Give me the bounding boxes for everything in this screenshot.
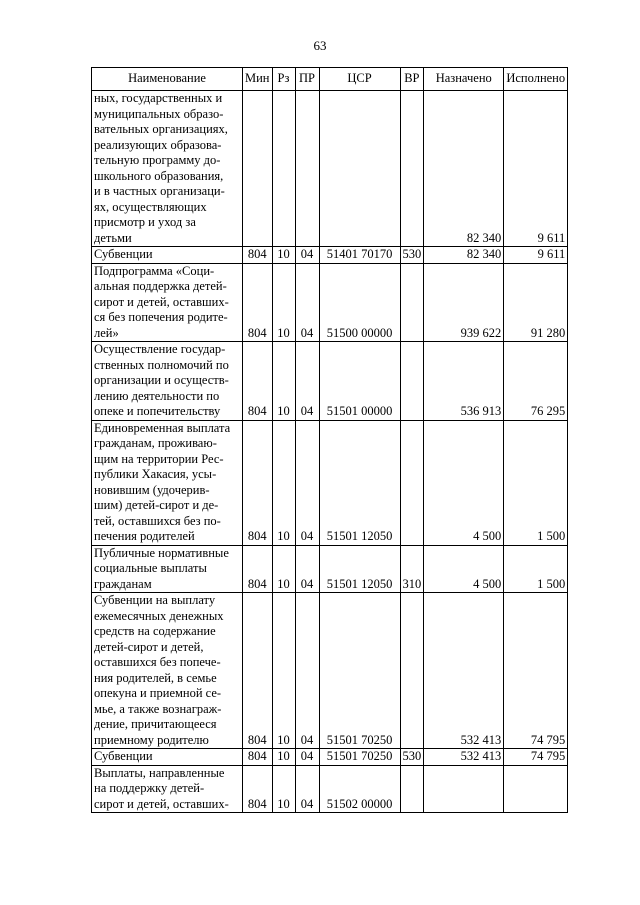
table-row (92, 247, 568, 264)
name-line: вательных организациях, (94, 122, 228, 136)
cell-rz: 10 (272, 749, 295, 766)
header-csr: ЦСР (319, 68, 400, 91)
cell-name (92, 545, 243, 593)
name-line: присмотр и уход за (94, 215, 196, 229)
cell-rz: 10 (272, 247, 295, 264)
name-line: детьми (94, 230, 132, 245)
table-body (92, 91, 568, 813)
header-nazn: Назначено (424, 68, 504, 91)
cell-nazn: 939 622 (424, 263, 504, 342)
name-line: муниципальных образо- (94, 106, 224, 121)
cell-min: 804 (243, 420, 273, 545)
cell-nazn: 82 340 (424, 247, 504, 264)
name-line: публики Хакасия, усы- (94, 467, 217, 481)
name-line: печения родителей (94, 529, 195, 543)
cell-min: 804 (243, 749, 273, 766)
cell-pr: 04 (295, 420, 319, 545)
name-line: и в частных организаци- (94, 184, 225, 198)
page-number: 63 (313, 38, 327, 53)
name-line: Субвенции на выплату (94, 593, 216, 607)
header-row (92, 68, 568, 91)
name-line: альная поддержка детей- (94, 279, 227, 293)
cell-csr: 51501 12050 (319, 420, 400, 545)
name-line: сирот и детей, оставших- (94, 796, 229, 811)
name-line: средств на содержание (94, 624, 216, 638)
cell-isp: 9 611 (504, 91, 568, 247)
cell-csr: 51501 70250 (319, 749, 400, 766)
cell-name (92, 263, 243, 342)
cell-isp: 1 500 (504, 420, 568, 545)
cell-vr: 530 (400, 247, 424, 264)
name-line: шим) детей-сирот и де- (94, 498, 219, 512)
cell-nazn: 82 340 (424, 91, 504, 247)
cell-isp (504, 765, 568, 813)
name-line: лению деятельности по (94, 388, 220, 403)
cell-isp: 9 611 (504, 247, 568, 264)
name-line: приемному родителю (94, 732, 209, 747)
cell-name (92, 91, 243, 247)
cell-rz: 10 (272, 342, 295, 421)
name-line: Единовременная выплата (94, 420, 231, 435)
name-line: Публичные нормативные (94, 545, 229, 560)
cell-min: 804 (243, 342, 273, 421)
table-row (92, 263, 568, 342)
name-line: оставшихся без попече- (94, 655, 221, 669)
name-line: ственных полномочий по (94, 357, 229, 372)
cell-vr (400, 342, 424, 421)
header-isp: Исполнено (504, 68, 568, 91)
cell-min: 804 (243, 593, 273, 749)
cell-isp: 1 500 (504, 545, 568, 593)
name-line: ния родителей, в семье (94, 670, 217, 685)
name-line: Выплаты, направленные (94, 765, 225, 780)
name-line: дение, причитающееся (94, 717, 217, 731)
header-rz: Рз (272, 68, 295, 91)
name-line: лей» (94, 325, 119, 340)
cell-rz: 10 (272, 263, 295, 342)
cell-rz: 10 (272, 545, 295, 593)
name-line: реализующих образова- (94, 137, 222, 152)
name-line: мье, а также вознаграж- (94, 701, 222, 716)
cell-csr: 51501 00000 (319, 342, 400, 421)
cell-name (92, 420, 243, 545)
cell-isp: 74 795 (504, 593, 568, 749)
name-line: тельную программу до- (94, 153, 221, 167)
header-vr: ВР (400, 68, 424, 91)
cell-min: 804 (243, 545, 273, 593)
header-min: Мин (243, 68, 273, 91)
name-line: ежемесячных денежных (94, 608, 224, 623)
name-line: организации и осуществ- (94, 373, 229, 387)
budget-table (91, 67, 568, 813)
cell-vr (400, 765, 424, 813)
name-line: опеке и попечительству (94, 404, 221, 418)
cell-min: 804 (243, 765, 273, 813)
cell-rz (272, 91, 295, 247)
name-line: тей, оставшихся без по- (94, 513, 221, 528)
cell-csr: 51401 70170 (319, 247, 400, 264)
cell-rz: 10 (272, 593, 295, 749)
cell-rz: 10 (272, 765, 295, 813)
cell-nazn: 532 413 (424, 593, 504, 749)
table-header (92, 68, 568, 91)
cell-nazn: 4 500 (424, 420, 504, 545)
cell-pr: 04 (295, 263, 319, 342)
name-line: социальные выплаты (94, 561, 207, 575)
table-row (92, 749, 568, 766)
cell-vr: 530 (400, 749, 424, 766)
cell-vr (400, 420, 424, 545)
cell-pr: 04 (295, 765, 319, 813)
name-line: ся без попечения родите- (94, 310, 228, 324)
name-line: Субвенции (94, 247, 153, 261)
cell-name (92, 749, 243, 766)
cell-min: 804 (243, 247, 273, 264)
cell-vr (400, 91, 424, 247)
name-line: щим на территории Рес- (94, 451, 224, 466)
name-line: новившим (удочерив- (94, 482, 210, 497)
cell-name (92, 765, 243, 813)
cell-pr: 04 (295, 247, 319, 264)
name-line: Подпрограмма «Соци- (94, 263, 215, 278)
cell-pr: 04 (295, 593, 319, 749)
table-row (92, 420, 568, 545)
cell-isp: 76 295 (504, 342, 568, 421)
name-line: школьного образования, (94, 168, 224, 183)
name-line: детей-сирот и детей, (94, 639, 204, 654)
cell-isp: 91 280 (504, 263, 568, 342)
header-name: Наименование (92, 68, 243, 91)
cell-isp: 74 795 (504, 749, 568, 766)
cell-csr: 51502 00000 (319, 765, 400, 813)
table-row (92, 91, 568, 247)
cell-name (92, 593, 243, 749)
cell-min (243, 91, 273, 247)
cell-name (92, 342, 243, 421)
cell-csr: 51501 70250 (319, 593, 400, 749)
cell-csr: 51500 00000 (319, 263, 400, 342)
cell-name (92, 247, 243, 264)
name-line: опекуна и приемной се- (94, 686, 222, 700)
cell-nazn: 532 413 (424, 749, 504, 766)
cell-pr: 04 (295, 749, 319, 766)
cell-pr: 04 (295, 545, 319, 593)
cell-min: 804 (243, 263, 273, 342)
cell-nazn (424, 765, 504, 813)
table-row (92, 342, 568, 421)
table-row (92, 545, 568, 593)
name-line: ях, осуществляющих (94, 199, 207, 214)
cell-csr: 51501 12050 (319, 545, 400, 593)
table-row (92, 593, 568, 749)
cell-csr (319, 91, 400, 247)
name-line: гражданам, проживаю- (94, 436, 217, 450)
name-line: на поддержку детей- (94, 781, 205, 795)
name-line: Субвенции (94, 749, 153, 763)
name-line: сирот и детей, оставших- (94, 294, 229, 309)
cell-vr: 310 (400, 545, 424, 593)
name-line: гражданам (94, 576, 152, 591)
cell-rz: 10 (272, 420, 295, 545)
table-row (92, 765, 568, 813)
name-line: Осуществление государ- (94, 342, 226, 356)
cell-vr (400, 263, 424, 342)
name-line: ных, государственных и (94, 91, 223, 105)
cell-nazn: 4 500 (424, 545, 504, 593)
header-pr: ПР (295, 68, 319, 91)
cell-pr (295, 91, 319, 247)
cell-vr (400, 593, 424, 749)
cell-nazn: 536 913 (424, 342, 504, 421)
cell-pr: 04 (295, 342, 319, 421)
